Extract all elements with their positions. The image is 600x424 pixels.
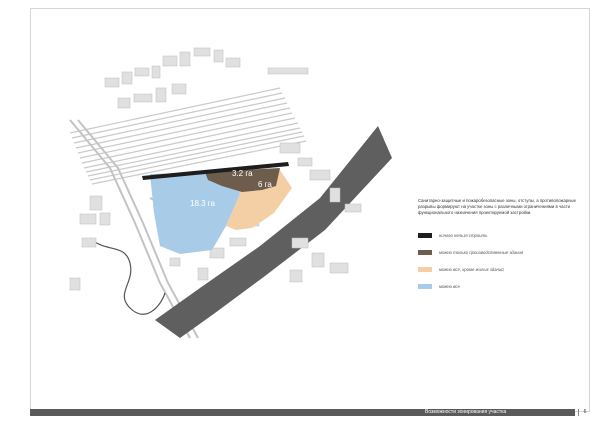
footer-title: Возможности зонирования участка bbox=[425, 409, 507, 415]
legend-item-no-residential bbox=[418, 266, 588, 272]
legend-item-label: можно все, кроме жилых зданий bbox=[439, 266, 504, 272]
legend-item-label: можно только производственные здания bbox=[439, 249, 524, 255]
legend-item-no-building bbox=[418, 232, 588, 238]
legend-description: Санитарно-защитные и пожаробезопасные зоны, отступы, а противопожарные разрывы формируют на участке зоны с различными ограничениями в части функционального назначения проектируемой застройки. bbox=[418, 198, 577, 215]
legend-swatch bbox=[418, 267, 432, 272]
legend-item-all-allowed bbox=[418, 283, 588, 289]
page-footer bbox=[30, 409, 590, 416]
zone-area-label-3-2: 3.2 га bbox=[232, 169, 253, 178]
legend-item-industrial-only bbox=[418, 249, 588, 255]
legend-item-label: ничего нельзя строить bbox=[439, 232, 488, 238]
legend-item-label: можно все bbox=[439, 283, 460, 289]
zoning-legend bbox=[418, 198, 588, 300]
legend-swatch bbox=[418, 233, 432, 238]
site-plan-map bbox=[30, 8, 410, 348]
zone-area-label-6: 6 га bbox=[258, 180, 272, 189]
legend-swatch bbox=[418, 250, 432, 255]
page-number: 6 bbox=[578, 409, 591, 416]
legend-swatch bbox=[418, 284, 432, 289]
zone-area-label-18-3: 18.3 га bbox=[190, 199, 215, 208]
